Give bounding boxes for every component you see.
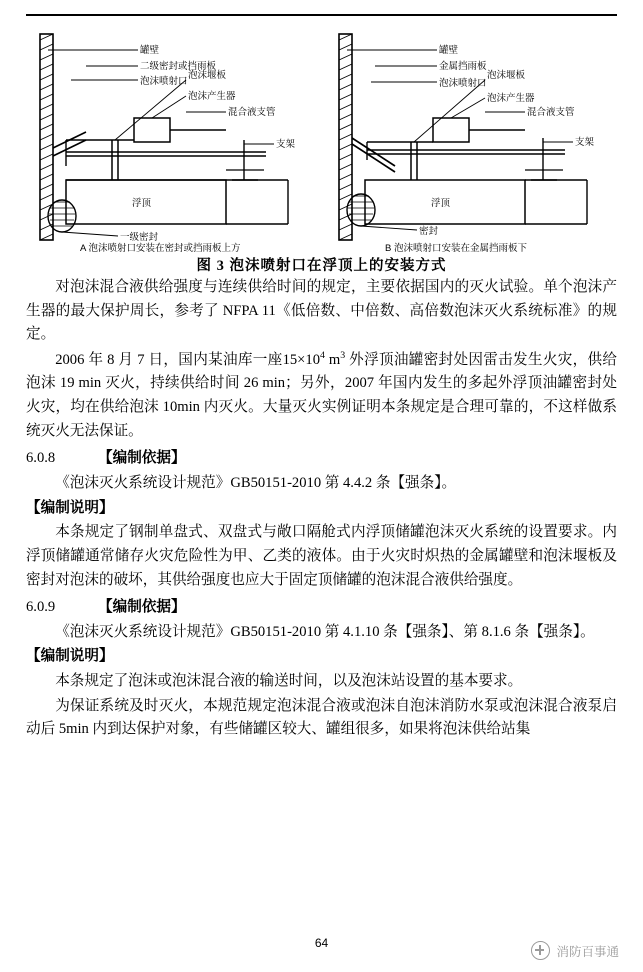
watermark-label: 消防百事通 <box>556 944 619 959</box>
svg-text:A 泡沫喷射口安装在密封或挡雨板上方: A 泡沫喷射口安装在密封或挡雨板上方 <box>80 243 241 252</box>
svg-text:浮顶: 浮顶 <box>431 198 451 209</box>
section-6-0-9-explanation-title: 【编制说明】 <box>26 648 114 665</box>
svg-text:支架: 支架 <box>276 139 296 150</box>
section-6-0-9-basis: 《泡沫灭火系统设计规范》GB50151-2010 第 4.1.10 条【强条】、第 8.1.6 条【强条】。 <box>55 623 595 640</box>
svg-text:罐壁: 罐壁 <box>140 45 160 56</box>
svg-text:罐壁: 罐壁 <box>439 45 459 56</box>
svg-text:一级密封: 一级密封 <box>120 232 159 243</box>
section-6-0-8-number: 6.0.8 <box>26 450 56 467</box>
page-number: 64 <box>314 936 329 950</box>
section-6-0-8-heading <box>26 447 617 471</box>
svg-text:支架: 支架 <box>575 137 595 148</box>
diagram-a <box>26 20 318 252</box>
section-6-0-8-explanation: 本条规定了钢制单盘式、双盘式与敞口隔舱式内浮顶储罐泡沫灭火系统的设置要求。内浮顶储罐通常储存火灾危险性为甲、乙类的液体。由于火灾时炽热的金属罐壁和泡沫堰板及密封对泡沫的破坏，其供给强度也应大于固定顶储罐的泡沫混合液供给强度。 <box>26 524 617 588</box>
figure-block <box>26 14 617 276</box>
svg-text:二级密封或挡雨板: 二级密封或挡雨板 <box>140 61 217 72</box>
paragraph-1: 对泡沫混合液供给强度与连续供给时间的规定，主要依据国内的灭火试验。单个泡沫产生器的最大保护周长，参考了 NFPA 11《低倍数、中倍数、高倍数泡沫灭火系统标准》的规定。 <box>26 279 617 343</box>
section-6-0-9-explanation-2: 为保证系统及时灭火，本规范规定泡沫混合液或泡沫自泡沫消防水泵或泡沫混合液泵启动后 5min 内到达保护对象，有些储罐区较大、罐组很多，如果将泡沫供给站集 <box>26 697 617 738</box>
figure-caption: 图 3 泡沫喷射口在浮顶上的安装方式 <box>196 258 447 274</box>
svg-text:密封: 密封 <box>419 226 439 237</box>
svg-text:泡沫堰板: 泡沫堰板 <box>487 70 526 81</box>
svg-text:泡沫喷射口: 泡沫喷射口 <box>140 76 188 87</box>
svg-text:混合液支管: 混合液支管 <box>527 107 575 118</box>
section-6-0-9-explanation: 本条规定了泡沫或泡沫混合液的输送时间，以及泡沫站设置的基本要求。 <box>55 673 523 690</box>
section-6-0-8-basis: 《泡沫灭火系统设计规范》GB50151-2010 第 4.4.2 条【强条】。 <box>55 474 457 491</box>
watermark <box>531 941 619 960</box>
figure-diagrams <box>26 20 617 252</box>
svg-text:B 泡沫喷射口安装在金属挡雨板下: B 泡沫喷射口安装在金属挡雨板下 <box>385 243 527 252</box>
body-text <box>26 276 617 742</box>
watermark-logo-icon <box>531 941 550 960</box>
svg-text:泡沫产生器: 泡沫产生器 <box>487 93 535 104</box>
diagram-b <box>325 20 617 252</box>
svg-text:浮顶: 浮顶 <box>132 198 152 209</box>
section-6-0-9-number: 6.0.9 <box>26 599 56 616</box>
section-6-0-8-explanation-title: 【编制说明】 <box>26 499 114 516</box>
svg-text:金属挡雨板: 金属挡雨板 <box>439 61 487 72</box>
paragraph-2: 2006 年 8 月 7 日，国内某油库一座$15\times 10^4$ $m^3$ 外浮顶油罐密封处因雷击发生火灾，供给泡沫 19 min 灭火，持续供给时间 26 min；另外，2007 年国内发生的多起外浮顶油罐密封处火灾，均在供给泡沫 10min 内灭火。大量灭火实例证明本条规定是合理可靠的，不这样做系统灭火无法保证。 <box>26 349 617 439</box>
svg-text:泡沫堰板: 泡沫堰板 <box>188 70 227 81</box>
section-6-0-9-title: 【编制依据】 <box>98 599 186 616</box>
svg-text:泡沫喷射口: 泡沫喷射口 <box>439 78 487 89</box>
section-6-0-9-heading <box>26 596 617 620</box>
svg-text:混合液支管: 混合液支管 <box>228 107 276 118</box>
section-6-0-8-title: 【编制依据】 <box>98 450 186 467</box>
svg-text:泡沫产生器: 泡沫产生器 <box>188 91 236 102</box>
